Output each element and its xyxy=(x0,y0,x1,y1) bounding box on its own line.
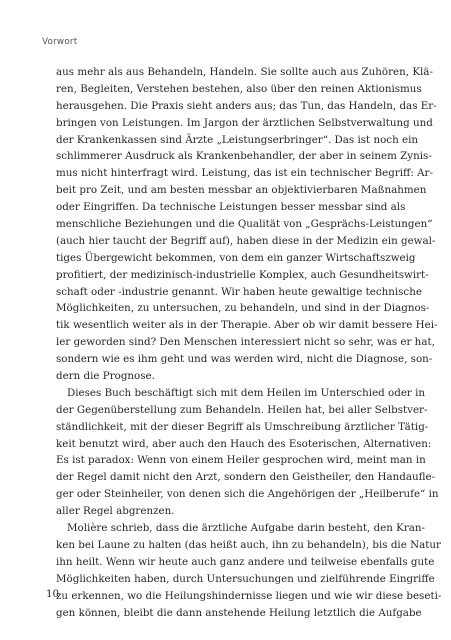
running-header: Vorwort xyxy=(42,37,78,47)
text-line: zu erkennen, wo die Heilungshindernisse liegen und wie wir diese beseti- xyxy=(56,589,442,602)
text-line: Dieses Buch beschäftigt sich mit dem Heilen im Unterschied oder in xyxy=(67,386,426,399)
text-line: ken bei Laune zu halten (das heißt auch, ihn zu behandeln), bis die Natur xyxy=(56,538,441,551)
text-line: Molière schrieb, dass die ärztliche Aufgabe darin besteht, den Kran- xyxy=(67,522,426,535)
text-line: dern die Prognose. xyxy=(56,370,155,383)
text-line: profitiert, der medizinisch-industrielle Komplex, auch Gesundheitswirt- xyxy=(56,268,429,281)
text-line: (auch hier taucht der Begriff auf), haben diese in der Medizin ein gewal- xyxy=(56,234,436,247)
text-line: der Gegenüberstellung zum Behandeln. Heilen hat, bei aller Selbstver- xyxy=(56,403,428,416)
text-line: schlimmerer Ausdruck als Krankenbehandler, der aber in seinem Zynis- xyxy=(56,150,432,163)
text-line: oder Eingriffen. Da technische Leistungen besser messbar sind als xyxy=(56,201,406,214)
text-line: menschliche Beziehungen und die Qualität von „Gesprächs-Leistungen“ xyxy=(56,218,433,231)
body-text xyxy=(56,64,442,621)
text-line: herausgehen. Die Praxis sieht anders aus; das Tun, das Handeln, das Er- xyxy=(56,99,437,112)
text-line: schaft oder -industrie genannt. Wir haben heute gewaltige technische xyxy=(56,285,422,298)
text-line: ständlichkeit, mit der dieser Begriff als Umschreibung ärztlicher Tätig- xyxy=(56,420,429,433)
text-line: tiges Übergewicht bekommen, von dem ein ganzer Wirtschaftszweig xyxy=(56,251,416,264)
text-line: tik wesentlich weiter als in der Therapie. Aber ob wir damit bessere Hei- xyxy=(56,319,438,332)
text-line: bringen von Leistungen. Im Jargon der ärztlichen Selbstverwaltung und xyxy=(56,116,433,129)
paragraph xyxy=(56,64,438,385)
paragraph xyxy=(56,520,442,621)
text-line: ger oder Steinheiler, von denen sich die Angehörigen der „Heilberufe“ in xyxy=(56,488,439,501)
text-line: sondern wie es ihm geht und was werden wird, nicht die Diagnose, son- xyxy=(56,353,433,366)
text-line: ren, Begleiten, Verstehen bestehen, also über den reinen Aktionismus xyxy=(56,82,422,95)
text-line: Möglichkeiten haben, durch Untersuchungen und zielführende Eingriffe xyxy=(56,572,435,585)
text-line: beit pro Zeit, und am besten messbar an objektivierbaren Maßnahmen xyxy=(56,184,427,197)
text-line: ihn heilt. Wenn wir heute auch ganz andere und teilweise ebenfalls gute xyxy=(56,555,435,568)
text-line: mus nicht hinterfragt wird. Leistung, das ist ein technischer Begriff: Ar- xyxy=(56,167,433,180)
text-line: aus mehr als aus Behandeln, Handeln. Sie sollte auch aus Zuhören, Klä- xyxy=(56,66,433,78)
text-line: gen können, bleibt die dann anstehende Heilung letztlich die Aufgabe xyxy=(56,606,422,619)
page-number: 10 xyxy=(46,588,60,600)
text-line: aller Regel abgrenzen. xyxy=(56,505,175,518)
paragraph xyxy=(56,385,439,520)
text-line: ler geworden sind? Den Menschen interessiert nicht so sehr, was er hat, xyxy=(56,336,435,349)
text-line: keit benutzt wird, aber auch den Hauch des Esoterischen, Alternativen: xyxy=(56,437,432,450)
text-line: der Regel damit nicht den Arzt, sondern den Geistheiler, den Handaufle- xyxy=(56,471,436,484)
text-line: der Krankenkassen sind Ärzte „Leistungserbringer“. Das ist noch ein xyxy=(56,133,418,146)
text-line: Möglichkeiten, zu untersuchen, zu behandeln, und sind in der Diagnos- xyxy=(56,302,430,315)
text-line: Es ist paradox: Wenn von einem Heiler gesprochen wird, meint man in xyxy=(56,454,426,467)
